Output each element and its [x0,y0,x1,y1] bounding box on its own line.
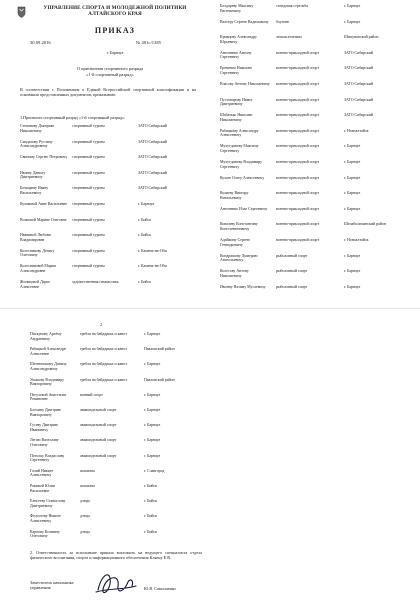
row-name: Смадалову Руслану Александровичу [20,139,53,149]
row-name: Кулаковой Анне Васильевне [20,202,68,206]
row-sport: дзюдо [80,499,91,504]
list-item [220,129,394,138]
row-city: г. Барнаул [344,19,361,24]
row-city: г. Камень-на-Оби [138,264,167,269]
row-sport: военно-прикладной спорт [276,191,320,196]
row-city: г. Новоалтайск [344,128,369,133]
list-item [30,469,194,478]
row-city: г. Бийск [144,514,158,519]
row-name: Еременко Николаю Сергеевичу [220,66,252,75]
row-city: ЗАТО Сибирский [344,50,373,55]
list-item [220,82,394,87]
row-city: г. Бийск [144,499,158,504]
row-name: Ивонну Назиму Мусаевичу [220,284,266,289]
row-sport: военно-прикладной спорт [276,97,320,102]
page-number: 2 [100,322,102,327]
row-city: г. Барнаул [344,253,361,258]
row-name: Колесникову Денису Олеговичу [20,248,55,258]
row-sport: конный спорт [80,392,103,397]
row-sport: военно-прикладной спорт [276,222,320,227]
row-name: Антоненко Илье Сергеевичу [220,206,268,211]
row-city: г. Бийск [138,280,152,284]
row-sport: военно-прикладной спорт [276,128,320,133]
row-name: Жильцовой Дарье Алексеевне [20,280,50,289]
row-name: Ракиной Юлии Васильевне [30,484,55,493]
row-name: Рябицкому Александру Алексеевичу [220,128,259,138]
doc-city: г. Барнаул [106,50,124,55]
list-item [30,454,194,463]
list-item [220,66,394,75]
row-city: г. Барнаул [144,438,161,443]
page-2 [212,0,420,305]
row-city: г. Барнаул [144,453,161,458]
row-city: г. Бийск [138,233,152,238]
row-city: Шелаболихинский район [344,222,386,227]
row-name: Ковалеву Константину Константиновичу [220,222,258,231]
doc-number: № 401с/1385 [136,40,161,45]
row-city: г. Камень-на-Оби [138,248,167,253]
row-city: г. Барнаул [344,206,361,211]
row-city: Павловский район [144,377,175,382]
row-name: Кулиеву Виктору Витальевичу [220,191,249,200]
row-sport: военно-прикладной спорт [276,175,320,180]
row-name: Шабатько Николаю Николаевичу [220,113,253,122]
row-name: Колесову Антону Николаевичу [220,269,249,278]
row-city: ЗАТО Сибирский [138,124,167,128]
list-item [30,514,194,523]
row-city: г. Барнаул [344,175,361,180]
row-sport: дзюдо [80,514,91,519]
row-name: Свиному Сергею Петровичу [20,155,68,160]
row-name: Пустоварову Ивану Дмитриевичу [220,97,253,107]
row-sport: рыболовный спорт [276,253,308,258]
row-sport: художественная гимнастика [72,280,119,284]
row-city: г. Барнаул [144,332,161,336]
list-item [20,155,188,160]
row-city: г. Барнаул [138,202,155,206]
row-sport: дзюдо [80,529,91,534]
row-sport: рыболовный спорт [276,284,308,289]
row-city: ЗАТО Сибирский [138,186,167,191]
row-sport: рыболовный спорт [276,269,308,274]
doc-subject [40,66,180,77]
row-sport: легкая атлетика [276,35,302,40]
row-sport: авиамодельный спорт [80,438,117,443]
list-item [20,233,188,242]
preamble: В соответствии с Положением о Единой Всероссийской спортивной классификации и на основании представленных документов, приказываю: [20,87,196,98]
signer-name: Ю.В. Самсоненко [144,586,176,591]
row-city: ЗАТО Сибирский [344,66,373,71]
row-name: Вахтеру Сергею Вадимовичу [220,19,269,24]
row-name: Мухутдинову Максиму Сергеевичу [220,144,259,153]
row-name: Ушакову Владимиру Викторовичу [30,377,65,387]
row-sport: спортивный туризм [72,139,105,144]
row-city: г. Бийск [144,529,158,534]
row-sport: спортивный туризм [72,264,105,269]
row-name: Кондрашову Дмитрию Анатольевичу [220,253,258,263]
row-name: Ивлеву Данилу Дмитриевичу [20,170,46,180]
list-item [30,423,194,432]
page-1 [0,0,212,305]
list-item [30,393,194,402]
list-item [30,484,194,493]
row-city: ЗАТО Сибирский [344,97,373,102]
subject-line-1: О присвоении спортивного разряда [76,66,144,71]
row-sport: шахматы [80,484,96,488]
row-city: г. Славгород [144,468,165,473]
row-sport: военно-прикладной спорт [276,50,320,55]
row-sport: военно-прикладной спорт [276,66,320,71]
list-item [220,207,394,212]
row-name: Колесниковой Марии Александровне [20,264,56,273]
list-item [220,254,394,263]
row-city: Павловский район [144,347,175,352]
row-name: Пискунову Артёму Андреевичу [30,332,62,341]
row-sport: авиамодельный спорт [80,408,117,412]
row-name: Галий Никите Алексеевичу [30,468,54,478]
row-city: ЗАТО Сибирский [138,139,167,144]
row-city: ЗАТО Сибирский [344,113,373,118]
list-item [220,160,394,169]
page-3 [0,318,212,600]
list-item [220,113,394,122]
subject-line-2: «1-й спортивный разряд» [86,71,134,77]
row-sport: авиамодельный спорт [80,453,117,458]
list-item [220,238,394,247]
row-city: г. Барнаул [344,4,361,8]
list-item [30,530,194,539]
row-name: Болдареву Максиму Евгеньевичу [220,4,254,13]
row-sport: военно-прикладной спорт [276,160,320,164]
list-item [20,186,188,195]
row-name: Мухутдинову Владимиру Сергеевичу [220,160,263,169]
row-name: Карпову Ксанвату Олеговичу [30,529,60,539]
list-item [220,98,394,107]
row-city: г. Бийск [144,484,158,488]
row-sport: спортивный туризм [72,248,105,253]
row-sport: спортивный туризм [72,202,105,206]
list-item [20,249,188,258]
row-name: Кулаге Олегу Алексеевичу [220,175,265,180]
item-2: 2. Ответственность за исполнение приказа возложить на ведущего специалиста отдела физического воспитания, спорта и информационного обеспечения Кляену Е.В. [30,550,202,561]
row-name: Рябицкой Александре Алексеевне [30,347,67,356]
row-city: г. Бийск [138,217,152,222]
row-name: Шептинскому Данилу Александровичу [30,362,67,371]
row-sport: военно-прикладной спорт [276,113,320,118]
row-sport: гребля на байдарках и каноэ [80,362,127,367]
row-name: Федосееву Никите Алексеевичу [30,514,61,523]
list-item [220,20,394,25]
row-sport: военно-прикладной спорт [276,238,320,242]
row-name: Волковой Марине Олеговне [20,217,67,222]
row-city: г. Барнаул [144,408,161,412]
list-item [20,124,188,133]
org-line-1: УПРАВЛЕНИЕ СПОРТА И МОЛОДЕЖНОЙ ПОЛИТИКИ [43,5,187,11]
item-1: 1.Присвоить спортивный разряд «1-й спортивный разряд»: [20,115,126,120]
row-city: г. Барнаул [344,269,361,274]
row-sport: шахматы [80,468,96,473]
row-name: Ивакиной Любови Владимировне [20,233,51,242]
row-city: Шипуновский район [344,35,379,40]
row-sport: спортивный туризм [72,186,105,191]
signer-role: Заместитель начальника управления [30,580,74,591]
row-sport: стендовая стрельба [276,4,309,8]
row-sport: гребля на байдарках и каноэ [80,377,127,382]
row-sport: боулинг [276,19,290,24]
list-item [220,176,394,181]
row-name: Бочкареву Ивану Васильевичу [20,186,49,195]
page-separator [0,308,420,309]
row-sport: спортивный туризм [72,217,105,222]
row-city: г. Барнаул [344,191,361,196]
row-sport: спортивный туризм [72,233,105,238]
row-city: г. Барнаул [144,362,161,367]
list-item [30,362,194,371]
list-item [20,202,188,207]
list-item [220,222,394,231]
row-city: ЗАТО Сибирский [138,155,167,160]
row-city: г. Барнаул [344,160,361,164]
list-item [20,280,188,289]
row-sport: спортивный туризм [72,170,105,175]
list-item [30,332,194,341]
row-sport: спортивный туризм [72,124,105,128]
row-sport: гребля на байдарках и каноэ [80,332,127,336]
row-city: г. Барнаул [344,144,361,149]
doc-date: 30.09.2016 [30,40,51,45]
row-name: Легаю Вячеславу Олеговичу [30,438,59,447]
list-item [20,218,188,223]
row-name: Пегуловой Анастасии Романовне [30,392,67,402]
list-item [20,264,188,273]
list-item [220,4,394,13]
list-item [220,51,394,60]
row-sport: военно-прикладной спорт [276,82,320,86]
row-name: Елисееву Станиславу Дмитриевичу [30,499,66,508]
row-sport: авиамодельный спорт [80,423,117,428]
row-name: Кривцову Александру Юрьевичу [220,35,257,44]
list-item [220,269,394,278]
list-item [30,408,194,417]
row-city: ЗАТО Сибирский [138,170,167,175]
row-sport: спортивный туризм [72,155,105,160]
list-item [30,438,194,447]
list-item [220,285,394,290]
doc-type: ПРИКАЗ [94,26,136,35]
row-name: Гусеву Дмитрию Ивановичу [30,423,59,432]
row-city: ЗАТО Сибирский [344,82,373,86]
list-item [220,144,394,153]
row-sport: военно-прикладной спорт [276,206,320,211]
list-item [30,499,194,508]
row-sport: военно-прикладной спорт [276,144,320,149]
row-name: Потолку Владиславу Сергеевичу [30,453,65,463]
list-item [220,191,394,200]
row-name: Антоненко Антону Сергеевичу [220,50,252,60]
row-name: Степанову Дмитрию Николаевичу [20,124,55,133]
list-item [30,347,194,356]
list-item [30,378,194,387]
coat-of-arms-icon [17,6,26,18]
row-name: Власову Антону Николаевичу [220,82,270,86]
row-city: г. Барнаул [144,423,161,428]
list-item [20,171,188,180]
org-line-2: АЛТАЙСКОГО КРАЯ [88,11,142,17]
row-name: Адайкину Сергею Геннадьевичу [220,238,251,247]
row-sport: гребля на байдарках и каноэ [80,347,127,352]
org-header [30,5,200,17]
row-name: Блохину Дмитрию Викторовичу [30,408,61,417]
row-city: г. Барнаул [344,284,361,289]
row-city: г. Новоалтайск [344,238,369,242]
list-item [20,140,188,149]
row-city: г. Барнаул [144,392,161,397]
signature-icon [92,566,140,600]
list-item [220,35,394,44]
